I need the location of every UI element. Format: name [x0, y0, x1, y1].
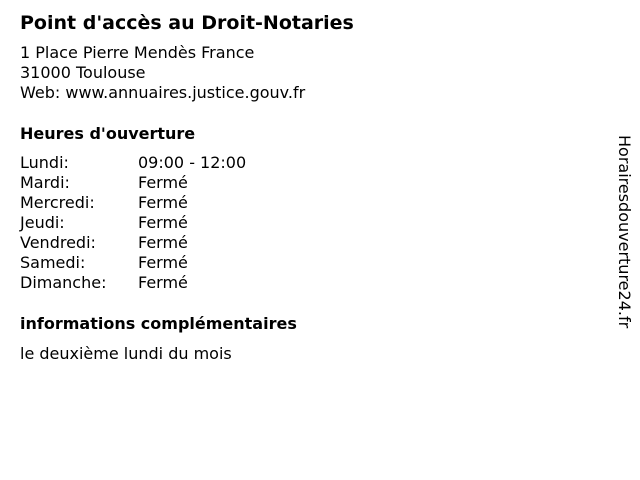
- site-watermark: Horairesdouverture24.fr: [615, 135, 634, 329]
- hours-value: Fermé: [138, 193, 188, 212]
- hours-value: 09:00 - 12:00: [138, 153, 247, 172]
- hours-row-wednesday: [20, 193, 320, 213]
- hours-value: Fermé: [138, 253, 188, 272]
- hours-row-thursday: [20, 213, 320, 233]
- hours-value: Fermé: [138, 173, 188, 192]
- address-street: 1 Place Pierre Mendès France: [20, 43, 255, 62]
- day-label: Mardi:: [20, 173, 70, 192]
- additional-info-heading: informations complémentaires: [20, 314, 297, 333]
- day-label: Vendredi:: [20, 233, 96, 252]
- hours-row-friday: [20, 233, 320, 253]
- day-label: Jeudi:: [20, 213, 65, 232]
- address-city: 31000 Toulouse: [20, 63, 146, 82]
- hours-value: Fermé: [138, 273, 188, 292]
- opening-hours-table: [20, 153, 320, 293]
- hours-row-tuesday: [20, 173, 320, 193]
- hours-value: Fermé: [138, 213, 188, 232]
- hours-row-saturday: [20, 253, 320, 273]
- hours-row-monday: [20, 153, 320, 173]
- day-label: Lundi:: [20, 153, 69, 172]
- additional-info-text: le deuxième lundi du mois: [20, 344, 232, 363]
- opening-hours-heading: Heures d'ouverture: [20, 124, 196, 143]
- address-block: [20, 43, 305, 103]
- day-label: Samedi:: [20, 253, 86, 272]
- day-label: Dimanche:: [20, 273, 107, 292]
- day-label: Mercredi:: [20, 193, 95, 212]
- website-link[interactable]: Web: www.annuaires.justice.gouv.fr: [20, 83, 306, 102]
- page-title: Point d'accès au Droit-Notaries: [20, 12, 354, 34]
- hours-row-sunday: [20, 273, 320, 293]
- hours-value: Fermé: [138, 233, 188, 252]
